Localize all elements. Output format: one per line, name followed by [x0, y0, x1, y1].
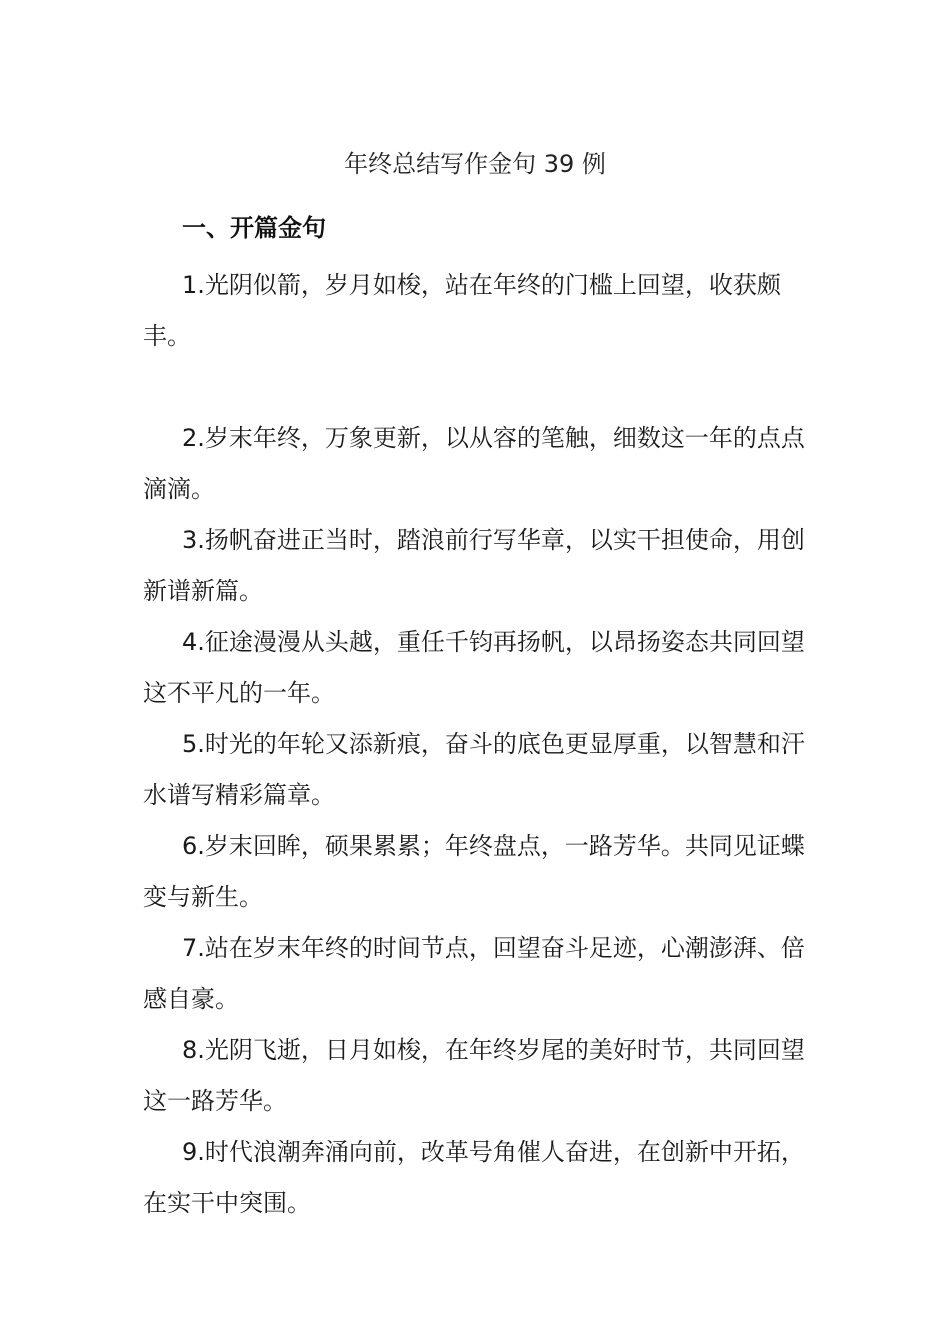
section-body: [143, 260, 815, 1229]
list-item: 5.时光的年轮又添新痕，奋斗的底色更显厚重，以智慧和汗水谱写精彩篇章。: [143, 730, 805, 809]
list-item: 1.光阴似箭，岁月如梭，站在年终的门槛上回望，收获颇丰。: [143, 271, 781, 350]
list-item: 7.站在岁末年终的时间节点，回望奋斗足迹，心潮澎湃、倍感自豪。: [143, 934, 805, 1013]
list-item: 2.岁末年终，万象更新，以从容的笔触，细数这一年的点点滴滴。: [143, 424, 805, 503]
section-heading: 一、开篇金句: [182, 214, 326, 242]
list-item: 4.征途漫漫从头越，重任千钧再扬帆，以昂扬姿态共同回望这不平凡的一年。: [143, 628, 805, 707]
list-item: 6.岁末回眸，硕果累累；年终盘点，一路芳华。共同见证蝶变与新生。: [143, 832, 805, 911]
list-item: 9.时代浪潮奔涌向前，改革号角催人奋进，在创新中开拓，在实干中突围。: [143, 1138, 805, 1217]
list-item: 3.扬帆奋进正当时，踏浪前行写华章，以实干担使命，用创新谱新篇。: [143, 526, 805, 605]
document-title: 年终总结写作金句 39 例: [344, 150, 606, 178]
list-item: 8.光阴飞逝，日月如梭，在年终岁尾的美好时节，共同回望这一路芳华。: [143, 1036, 805, 1115]
